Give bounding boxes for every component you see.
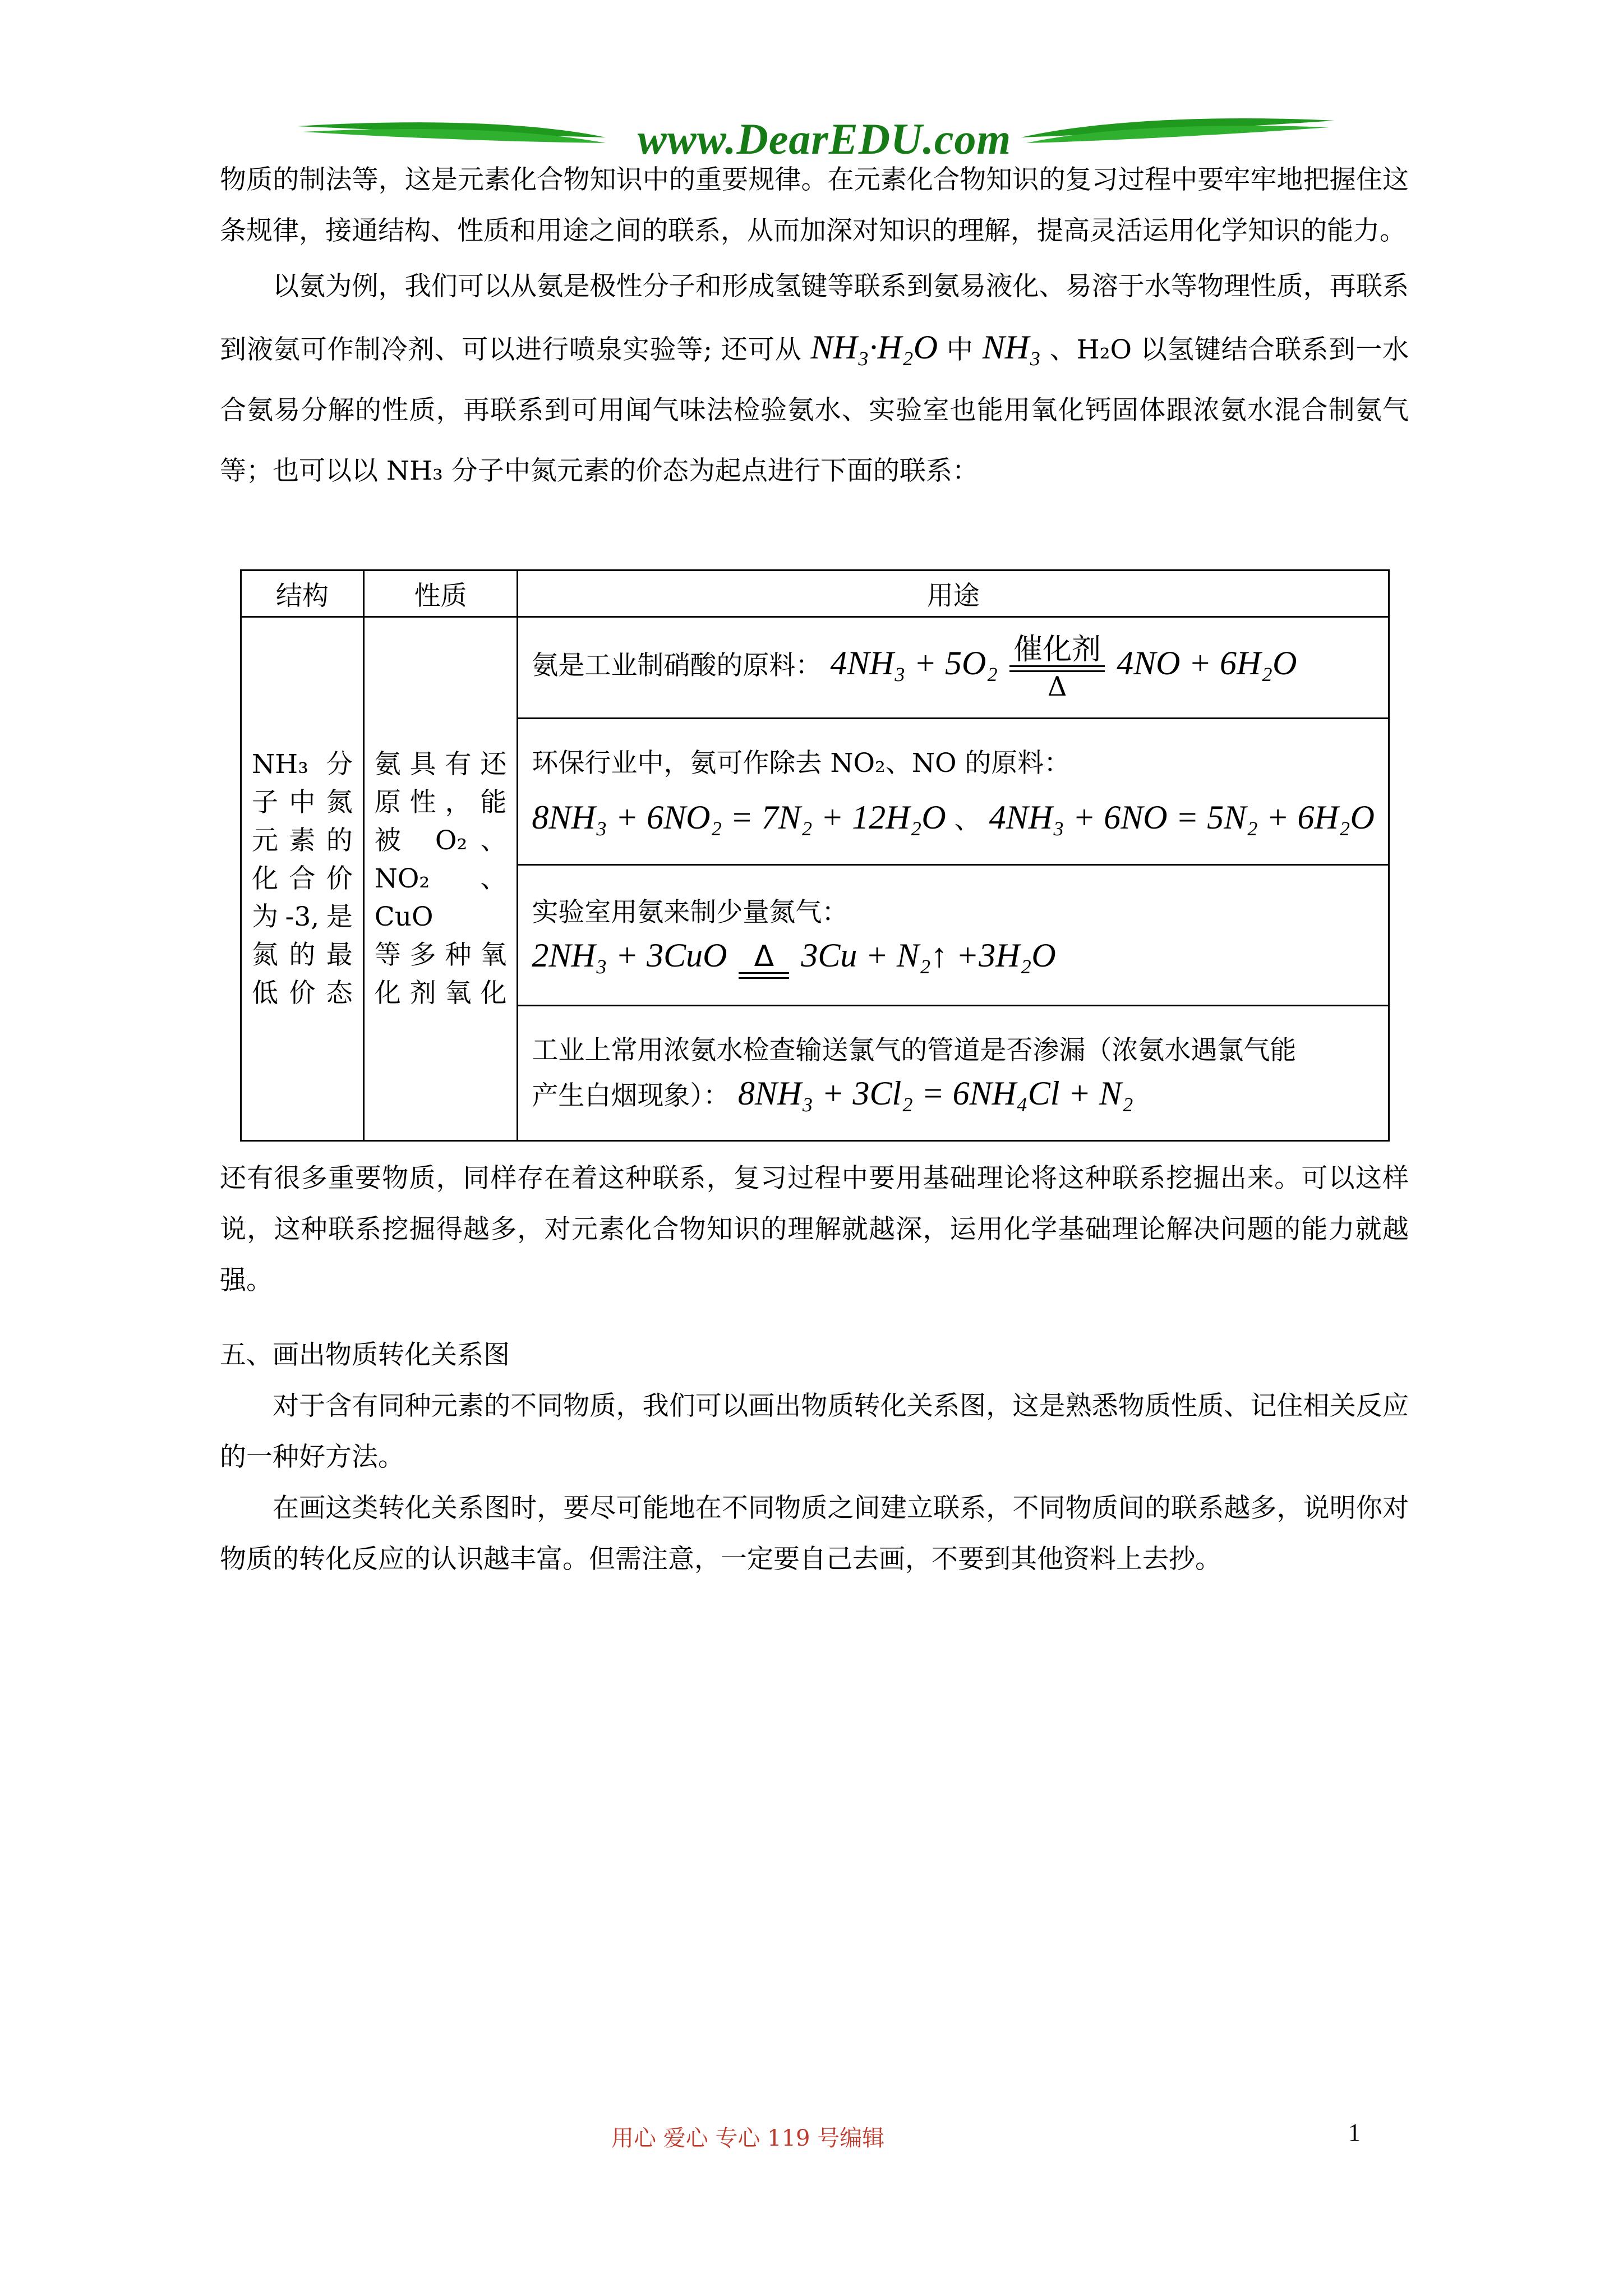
equation-right: 4NO + 6H₂O xyxy=(1117,645,1297,682)
use-cell-environment xyxy=(518,719,1389,865)
equation-chlorine: 8NH₃ + 3Cl₂ = 6NH₄Cl + N₂ xyxy=(737,1074,1133,1112)
structure-line: NH₃ 分 xyxy=(252,748,353,780)
structure-line: 元素的 xyxy=(252,825,353,856)
conclusion-paragraph: 还有很多重要物质，同样存在着这种联系，复习过程中要用基础理论将这种联系挖掘出来。可以这样说，这种联系挖掘得越多，对元素化合物知识的理解就越深，运用化学基础理论解决问题的能力就越强。 xyxy=(220,1163,1409,1296)
property-line: NO₂、CuO xyxy=(374,863,507,932)
separator: 、 xyxy=(954,804,981,835)
intro-p2-text-a: 以氨为例，我们可以从氨是极性分子和形成氢键等联系到氨易液化、易溶于水等物理性质，再联系到液氨可作制冷剂、可以进行喷泉实验等; 还可从 xyxy=(220,271,1409,365)
use-cell-nitric-acid xyxy=(518,617,1389,719)
nh3-relation-table xyxy=(240,569,1390,1142)
intro-paragraph-2 xyxy=(220,256,1409,501)
use-cell-chlorine-leak xyxy=(518,1006,1389,1141)
header-property: 性质 xyxy=(363,570,518,617)
footer-text: 用心 爱心 专心 119 号编辑 xyxy=(611,2125,885,2151)
structure-line: 低价态 xyxy=(252,977,353,1009)
intro-paragraph-1: 物质的制法等，这是元素化合物知识中的重要规律。在元素化合物知识的复习过程中要牢牢地把握住这条规律，接通结构、性质和用途之间的联系，从而加深对知识的理解，提高灵活运用化学知识的能力。 xyxy=(220,164,1409,246)
use-line xyxy=(532,634,1375,701)
page-number: 1 xyxy=(1348,2119,1361,2146)
equation-no2: 8NH₃ + 6NO₂ = 7N₂ + 12H₂O xyxy=(532,798,946,836)
reaction-condition xyxy=(1009,634,1105,701)
equation-right: 3Cu + N₂↑ +3H₂O xyxy=(801,936,1056,974)
use-equation-line xyxy=(532,934,1375,979)
structure-line: 化合价 xyxy=(252,863,353,894)
intro-p2-text-c: 、H₂O 以氢键结合联系到一水合氨易分解的性质，再联系到可用闻气味法检验氨水、实验室也能用氧化钙固体跟浓氨水混合制氨气等；也可以以 NH₃ 分子中氮元素的价态为起点进行下面的联系： xyxy=(220,334,1409,486)
property-line: 等多种氧 xyxy=(374,939,507,970)
property-line: 原性，能 xyxy=(374,786,507,818)
heat-label: Δ xyxy=(754,939,774,973)
use-cell-lab-nitrogen xyxy=(518,865,1389,1006)
header-structure: 结构 xyxy=(241,570,364,617)
table-row-1 xyxy=(241,617,1389,719)
section-paragraph-2: 在画这类转化关系图时，要尽可能地在不同物质之间建立联系，不同物质间的联系越多，说明你对物质的转化反应的认识越丰富。但需注意，一定要自己去画，不要到其他资料上去抄。 xyxy=(220,1493,1409,1575)
equation-no: 4NH₃ + 6NO = 5N₂ + 6H₂O xyxy=(989,798,1375,836)
structure-line: 为-3,是 xyxy=(252,901,353,932)
intro-p2-text-b: 中 xyxy=(946,334,974,365)
use-text: 实验室用氨来制少量氮气： xyxy=(532,896,849,928)
heat-label: Δ xyxy=(1047,671,1067,702)
structure-cell xyxy=(241,617,364,1141)
use-text-cont: 产生白烟现象）： xyxy=(532,1080,730,1111)
equation-left: 4NH₃ + 5O₂ xyxy=(830,645,998,682)
catalyst-label: 催化剂 xyxy=(1013,633,1101,666)
use-equation-line xyxy=(532,796,1375,841)
reaction-condition xyxy=(739,941,789,979)
use-text: 环保行业中，氨可作除去 NO₂、NO 的原料： xyxy=(532,747,1071,779)
property-line: 被 O₂、 xyxy=(374,825,507,856)
formula-ammonia-hydrate: NH₃·H₂O xyxy=(810,329,938,366)
section-heading: 五、画出物质转化关系图 xyxy=(220,1340,510,1370)
property-cell xyxy=(363,617,518,1141)
header-use: 用途 xyxy=(518,570,1389,617)
structure-line: 子中氮 xyxy=(252,786,353,818)
section-paragraph-1: 对于含有同种元素的不同物质，我们可以画出物质转化关系图，这是熟悉物质性质、记住相关反应的一种好方法。 xyxy=(220,1391,1409,1473)
use-text: 氨是工业制硝酸的原料： xyxy=(532,650,822,681)
property-line: 氨具有还 xyxy=(374,748,507,780)
structure-line: 氮的最 xyxy=(252,939,353,970)
intro-text-block xyxy=(220,154,1409,501)
property-line: 化剂氧化 xyxy=(374,977,507,1009)
conclusion-text-block xyxy=(220,1153,1409,1306)
equation-left: 2NH₃ + 3CuO xyxy=(532,936,727,974)
section-five-block xyxy=(220,1329,1409,1585)
use-text: 工业上常用浓氨水检查输送氯气的管道是否渗漏（浓氨水遇氯气能 xyxy=(532,1034,1297,1066)
use-equation-line xyxy=(532,1072,1375,1117)
site-logo-text: www.DearEDU.com xyxy=(637,114,1012,163)
table-header-row xyxy=(241,570,1389,617)
formula-ammonia: NH₃ xyxy=(982,329,1041,366)
